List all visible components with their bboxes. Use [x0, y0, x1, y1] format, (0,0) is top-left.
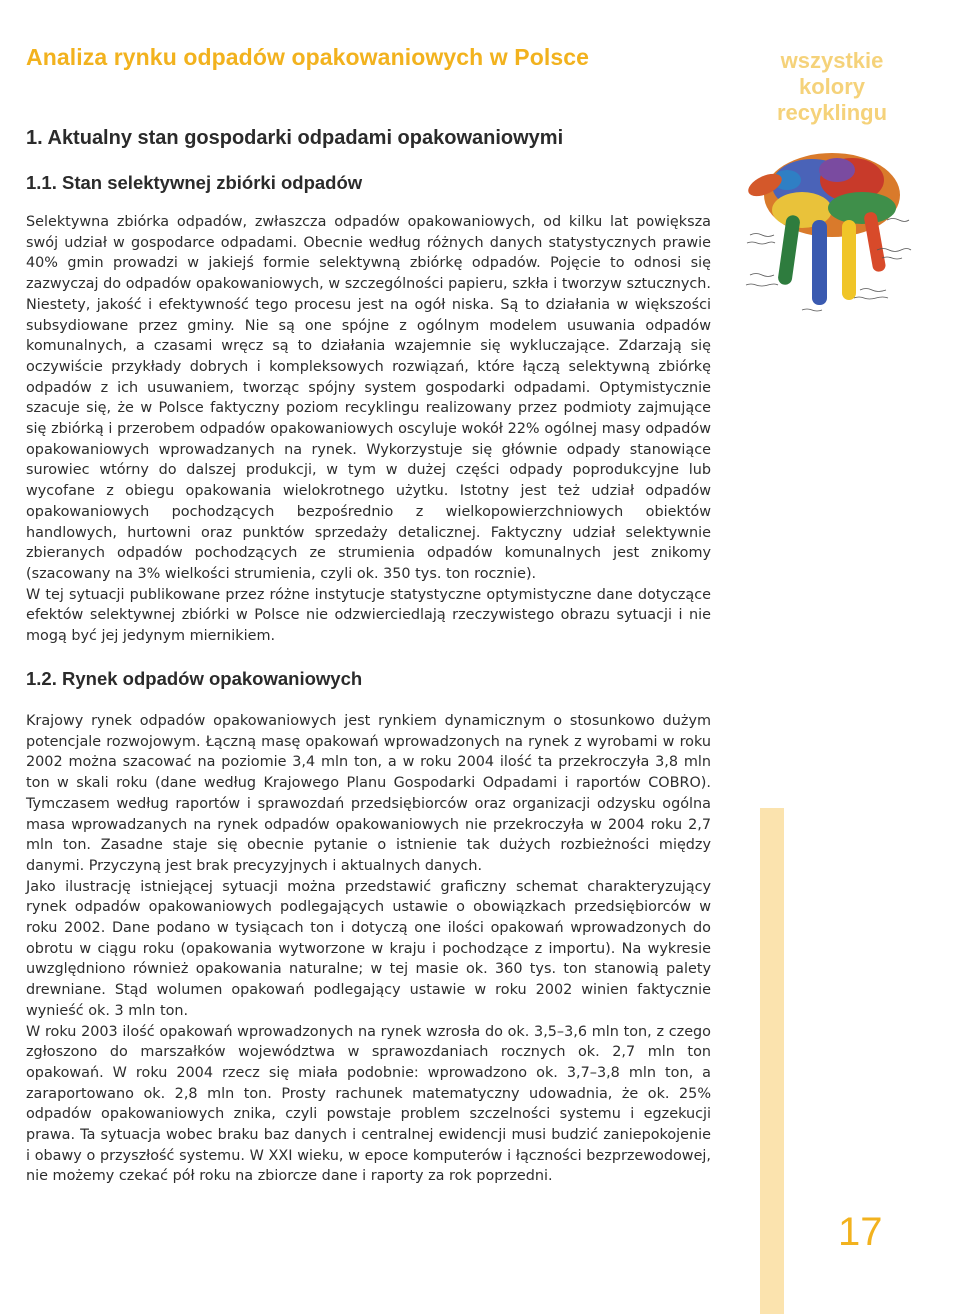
- tagline-line-1: wszystkie: [780, 48, 884, 73]
- handprint-illustration: [742, 140, 924, 325]
- paragraph: Jako ilustrację istniejącej sytuacji można przedstawić graficzny schemat charakteryzujący rynek odpadów opakowaniowych podlegających ustawie o obowiązkach przedsiębiorców w roku 2002. Dane podano w tysiącach ton i dotyczą one ilości opakowań wprowadzonych do obrotu w ciągu roku (opakowania wytworzone w kraju i pochodzące z importu). Na wykresie uwzględniono również opakowania naturalne; w tej masie ok. 360 tys. ton stanowią palety drewniane. Stąd wolumen opakowań podlegający ustawie w roku 2002 winien faktycznie wynieść ok. 3 mln ton.: [26, 878, 711, 1019]
- page-title: Analiza rynku odpadów opakowaniowych w Polsce: [26, 44, 590, 70]
- subsection-1-2-text: [26, 711, 711, 1187]
- page-number: 17: [838, 1210, 883, 1254]
- paragraph: Krajowy rynek odpadów opakowaniowych jest rynkiem dynamicznym o stosunkowo dużym potencjale rozwojowym. Łączną masę opakowań wprowadzonych na rynek z wyrobami w roku 2002 można szacować na poziomie 3,4 mln ton, a w roku 2004 ilość ta przekroczyła 3,8 mln ton w skali roku (dane według Krajowego Planu Gospodarki Odpadami i raportów COBRO). Tymczasem według raportów i sprawozdań przedsiębiorców oraz organizacji odzysku ogólna masa wprowadzanych na rynek odpadów opakowaniowych nie przekroczyła w 2004 roku 2,7 mln ton. Zasadne staje się obecnie pytanie o istnienie tak dużych rozbieżności między danymi. Przyczyną jest brak precyzyjnych i aktualnych danych.: [26, 713, 711, 874]
- decorative-side-bar: [760, 808, 784, 1314]
- sidebar-tagline: [752, 48, 912, 126]
- paragraph: W tej sytuacji publikowane przez różne instytucje statystyczne optymistyczne dane dotyczące efektów selektywnej zbiórki w Polsce nie odzwierciedlają rzeczywistego obrazu sytuacji i nie mogą być jej jedynym miernikiem.: [26, 586, 711, 645]
- section-heading: 1. Aktualny stan gospodarki odpadami opakowaniowymi: [26, 127, 564, 149]
- tagline-line-3: recyklingu: [776, 100, 888, 125]
- paragraph: W roku 2003 ilość opakowań wprowadzonych na rynek wzrosła do ok. 3,5–3,6 mln ton, z czego zgłoszono do marszałków województwa w sprawozdaniach rocznych ok. 2,7 mln ton opakowań. W roku 2004 rzecz się miała podobnie: wprowadzono ok. 3,7–3,8 mln ton, a zaraportowano ok. 2,8 mln ton. Prosty rachunek matematyczny udowadnia, że ok. 25% odpadów opakowaniowych znika, czyli powstaje problem szczelności systemu i egzekucji prawa. Ta sytuacja wobec braku baz danych i centralnej ewidencji musi budzić zaniepokojenie i obawy o przyszłość systemu. W XXI wieku, w epoce komputerów i łączności bezprzewodowej, nie możemy czekać pół roku na zbiorcze dane i raporty za rok poprzedni.: [26, 1023, 711, 1185]
- subsection-heading-1-2: 1.2. Rynek odpadów opakowaniowych: [26, 668, 363, 689]
- paragraph: Selektywna zbiórka odpadów, zwłaszcza odpadów opakowaniowych, od kilku lat powiększa swój udział w gospodarce odpadami. Obecnie według różnych danych statystycznych prawie 40% gmin prowadzi w jakiejś formie selektywną zbiórkę odpadów. Pojęcie to odnosi się zazwyczaj do odpadów opakowaniowych, w szczególności papieru, szkła i tworzyw sztucznych. Niestety, jakość i efektywność tego procesu jest na ogół niska. Są to działania w większości subsydiowane przez gminy. Nie są one spójne z ogólnym modelem usuwania odpadów komunalnych, a czasami wręcz są to działania wzajemnie się wykluczające. Zdarzają się oczywiście przykłady dobrych i kompleksowych rozwiązań, które łączą selektywną zbiórkę odpadów z ich usuwaniem, tworząc spójny system gospodarki odpadami. Optymistycznie szacuje się, że w Polsce faktyczny poziom recyklingu realizowany przez podmioty zajmujące się zbiórką i przerobem odpadów opakowaniowych oscyluje wokół 22% ogólnej masy odpadów opakowaniowych wprowadzanych na rynek. Wykorzystuje się głównie odpady stanowiące surowiec wtórny do dalszej produkcji, w tym w dużej części odpady poprodukcyjne lub wycofane z obiegu opakowania wielokrotnego użytku. Istotny jest też udział odpadów opakowaniowych pochodzących bezpośrednio z wielkopowierzchniowych obiektów handlowych, hurtowni oraz punktów sprzedaży detalicznej. Faktyczny udział selektywnie zbieranych odpadów pochodzących ze strumienia odpadów komunalnych jest znikomy (szacowany na 3% wielkości strumienia, czyli ok. 350 tys. ton rocznie).: [26, 214, 711, 582]
- subsection-1-1-text: [26, 212, 711, 647]
- tagline-line-2: kolory: [798, 74, 866, 99]
- subsection-heading-1-1: 1.1. Stan selektywnej zbiórki odpadów: [26, 172, 363, 193]
